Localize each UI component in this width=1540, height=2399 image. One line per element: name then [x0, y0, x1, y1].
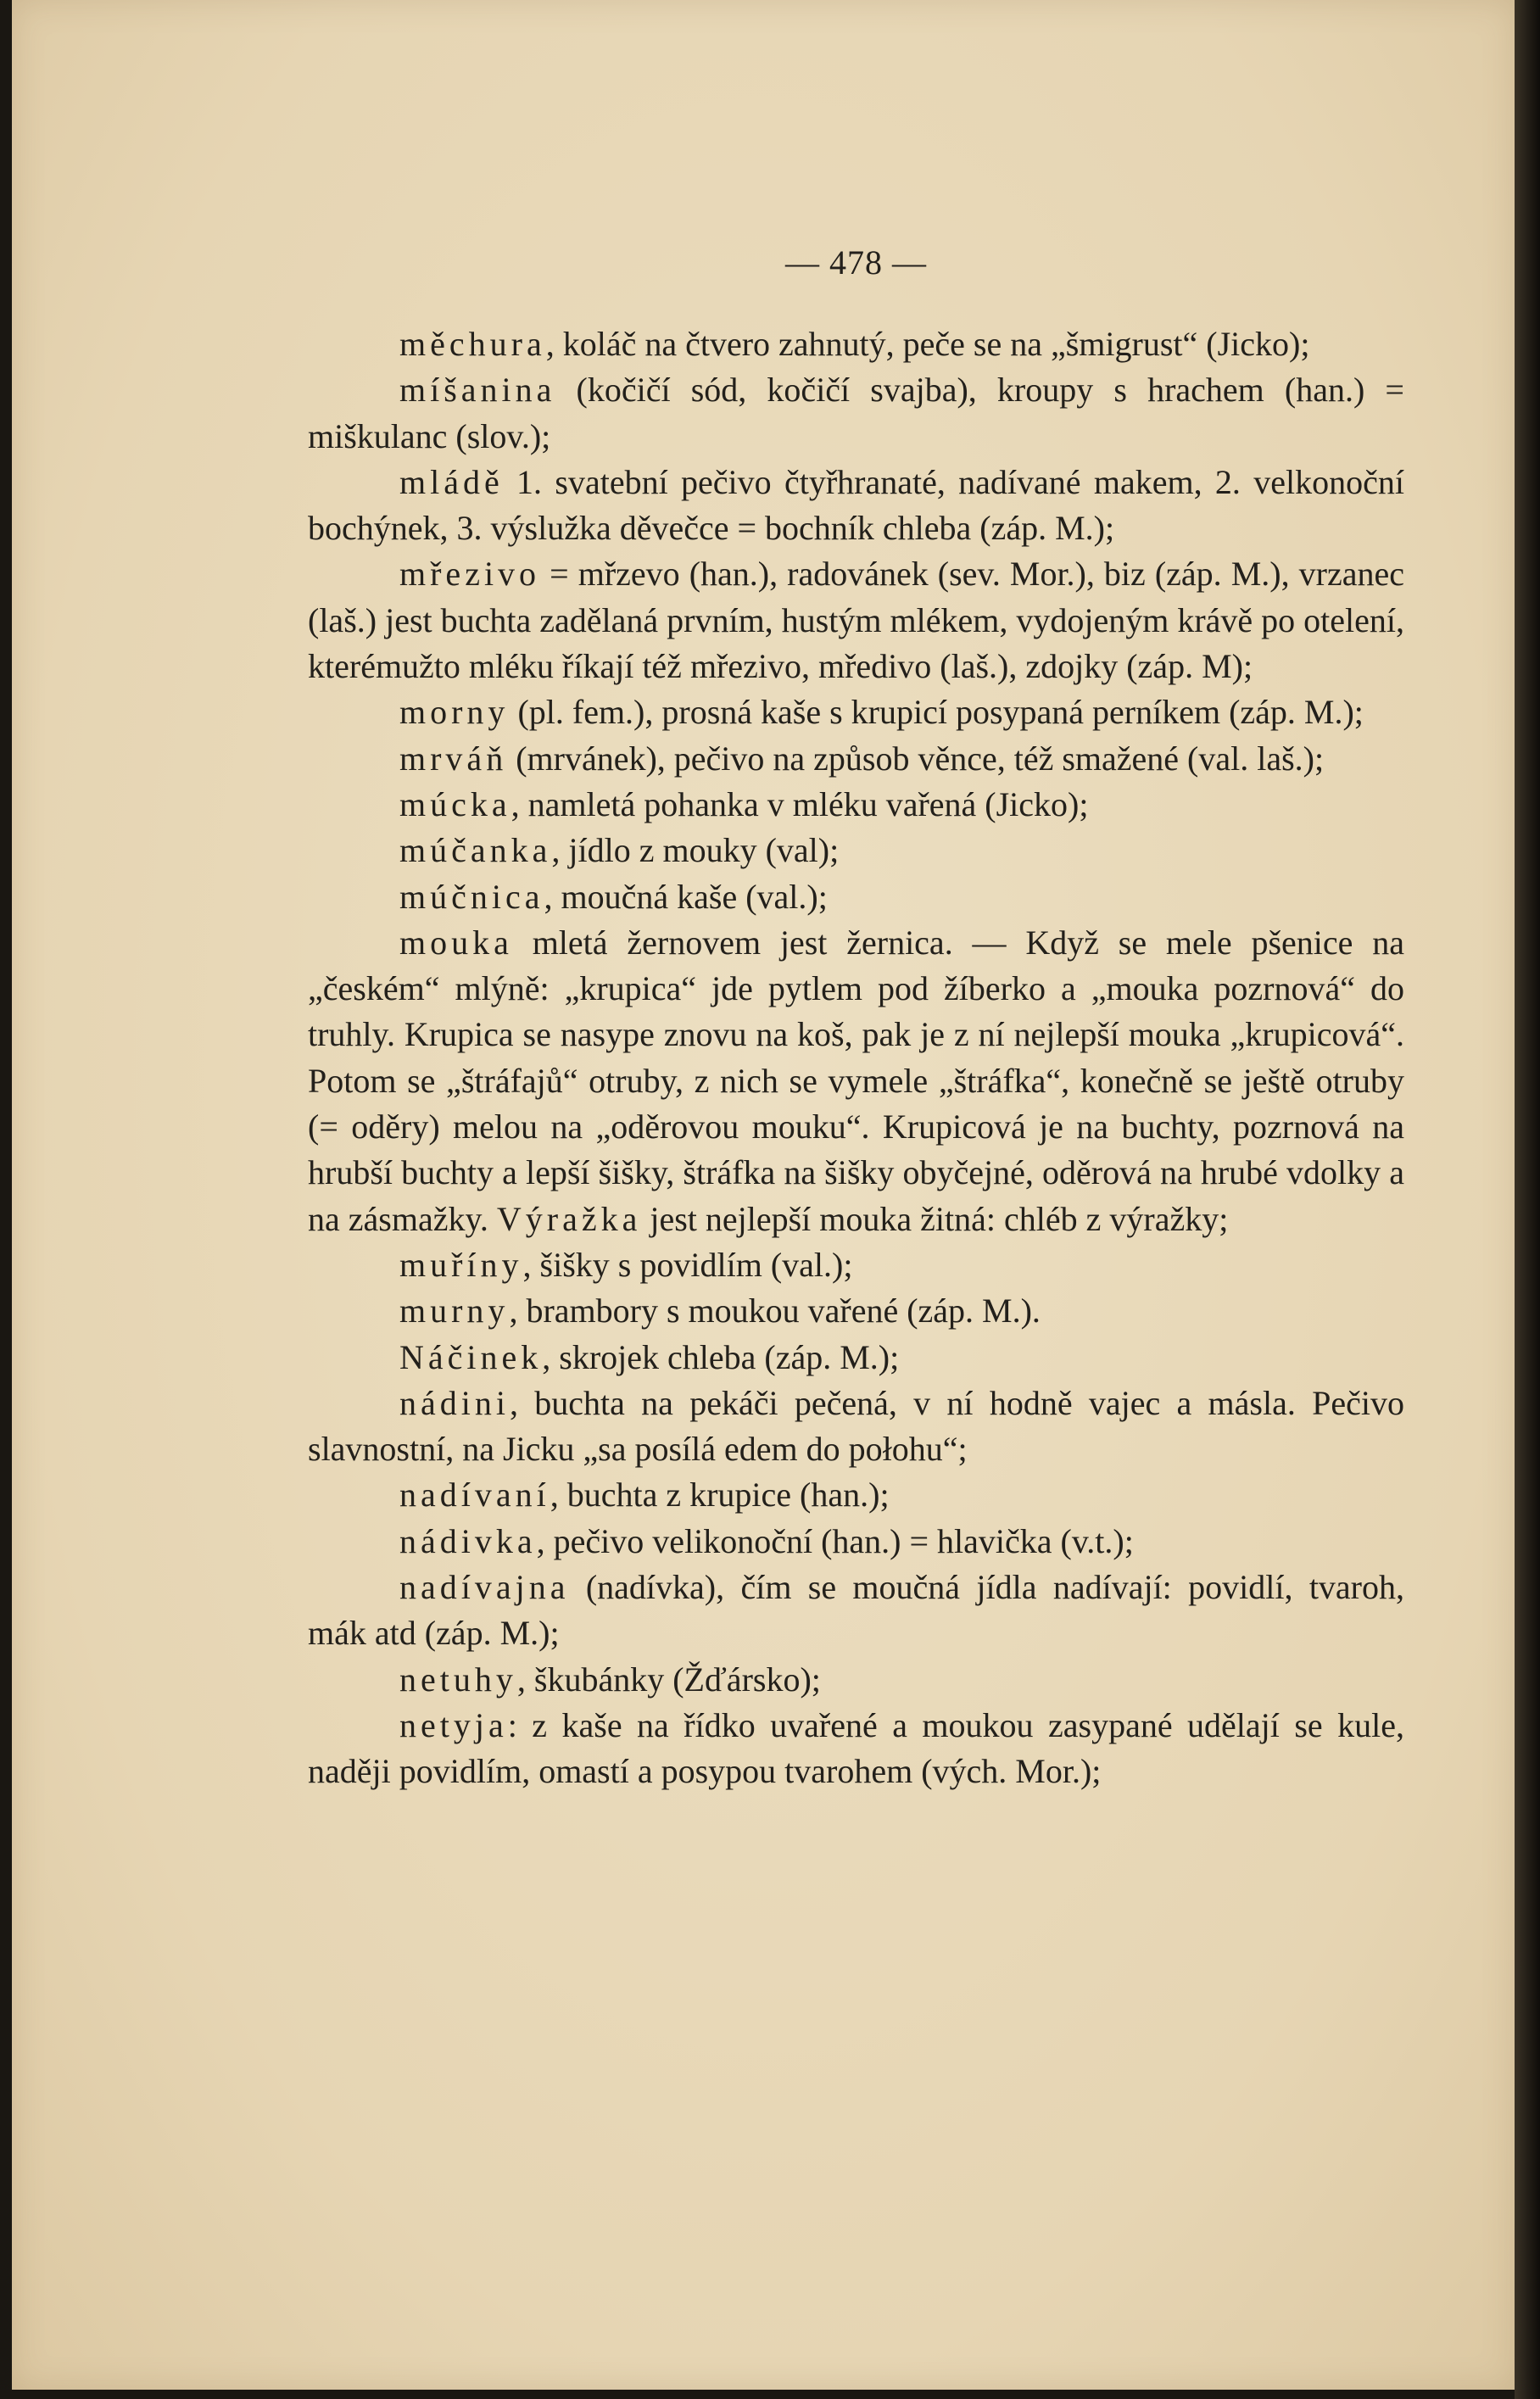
headword: mládě — [399, 462, 504, 501]
dictionary-entries — [308, 321, 1404, 1795]
headword: múčnica — [399, 877, 544, 916]
entry-text: , pečivo velikonoční (han.) = hlavička (v.t.); — [536, 1521, 1134, 1560]
headword: Náčinek — [399, 1337, 543, 1376]
entry-text: , buchta na pekáči pečená, v ní hodně vajec a másla. Pečivo slavnostní, na Jicku „sa posílá edem do połohu“; — [308, 1383, 1404, 1469]
headword: nádini — [399, 1383, 510, 1422]
headword: múčanka — [399, 831, 552, 870]
entry-text: , moučná kaše (val.); — [544, 877, 828, 916]
entry-text: , brambory s moukou vařené (záp. M.). — [509, 1292, 1041, 1331]
headword: mřezivo — [399, 555, 541, 594]
entry — [308, 689, 1404, 735]
headword: Výražka — [496, 1199, 642, 1238]
entry-text: , škubánky (Žďársko); — [516, 1660, 821, 1699]
entry-text: , skrojek chleba (záp. M.); — [542, 1337, 900, 1376]
entry — [308, 1381, 1404, 1473]
headword: mouka — [399, 923, 513, 962]
entry-text: (mrvánek), pečivo na způsob věnce, též smažené (val. laš.); — [507, 739, 1325, 778]
entry — [308, 736, 1404, 782]
headword: murny — [399, 1292, 510, 1331]
book-page — [12, 0, 1515, 2390]
entry-text: (nadívka), čím se moučná jídla nadívají: povidlí, tvaroh, mák atd (záp. M.); — [308, 1568, 1404, 1653]
entry — [308, 1472, 1404, 1518]
entry-text: : z kaše na řídko uvařené a moukou zasypané udělají se kule, naději povidlím, omastí a posypou tvarohem (vých. Mor.); — [308, 1705, 1404, 1791]
headword: netyja — [399, 1705, 508, 1744]
headword: nadívaní — [399, 1476, 550, 1515]
entry — [308, 1657, 1404, 1703]
entry — [308, 920, 1404, 1242]
entry-text: 1. svatební pečivo čtyřhranaté, nadívané makem, 2. velkonoční bochýnek, 3. výslužka děvečce = bochník chleba (záp. M.); — [308, 462, 1404, 548]
entry-text: jest nejlepší mouka žitná: chléb z výražky; — [641, 1199, 1229, 1238]
entry — [308, 874, 1404, 920]
entry — [308, 367, 1404, 460]
page-number: — 478 — — [785, 243, 927, 282]
entry-text: mletá žernovem jest žernica. — Když se mele pšenice na „českém“ mlýně: „krupica“ jde pytlem pod žíberko a „mouka pozrnová“ do truhly. Krupica se nasype znovu na koš, pak je z ní nejlepší mouka „krupicová“. Potom se „štráfajů“ otruby, z nich se vymele „štráfka“, konečně se ještě otruby (= oděry) melou na „oděrovou mouku“. Krupicová je na buchty, pozrnová na hrubší buchty a lepší šišky, štráfka na šišky obyčejné, oděrová na hrubé vdolky a na zásmažky. — [308, 923, 1404, 1238]
entry — [308, 321, 1404, 367]
headword: měchura — [399, 325, 546, 363]
headword: netuhy — [399, 1660, 517, 1699]
entry-text: (pl. fem.), prosná kaše s krupicí posypaná perníkem (záp. M.); — [509, 693, 1364, 732]
entry — [308, 1519, 1404, 1565]
headword: nadívajna — [399, 1568, 570, 1607]
entry — [308, 1335, 1404, 1381]
headword: nádivka — [399, 1521, 537, 1560]
page-text — [308, 237, 1404, 1795]
entry-text: = mřzevo (han.), radovánek (sev. Mor.), biz (záp. M.), vrzanec (laš.) jest buchta zadělaná prvním, hustým mlékem, vydojeným krávě po otelení, kterémužto mléku říkají též mřezivo, mředivo (laš.), zdojky (záp. M); — [308, 555, 1404, 686]
entry-text: , buchta z krupice (han.); — [550, 1476, 890, 1515]
headword: mrváň — [399, 739, 508, 778]
entry — [308, 1242, 1404, 1288]
entry-text: (kočičí sód, kočičí svajba), kroupy s hrachem (han.) = miškulanc (slov.); — [308, 371, 1404, 455]
entry — [308, 782, 1404, 828]
entry — [308, 460, 1404, 552]
entry — [308, 1565, 1404, 1657]
entry-text: , koláč na čtvero zahnutý, peče se na „šmigrust“ (Jicko); — [545, 325, 1310, 363]
headword: míšanina — [399, 371, 556, 410]
entry — [308, 828, 1404, 873]
entry-text: , šišky s povidlím (val.); — [522, 1245, 853, 1284]
entry — [308, 1288, 1404, 1334]
headword: morny — [399, 693, 510, 732]
entry-text: , jídlo z mouky (val); — [551, 831, 840, 870]
entry — [308, 1703, 1404, 1795]
entry — [308, 551, 1404, 689]
headword: muříny — [399, 1245, 523, 1284]
book-spine-edge — [1515, 0, 1540, 2399]
headword: múcka — [399, 784, 511, 823]
entry-text: , namletá pohanka v mléku vařená (Jicko); — [511, 784, 1089, 823]
